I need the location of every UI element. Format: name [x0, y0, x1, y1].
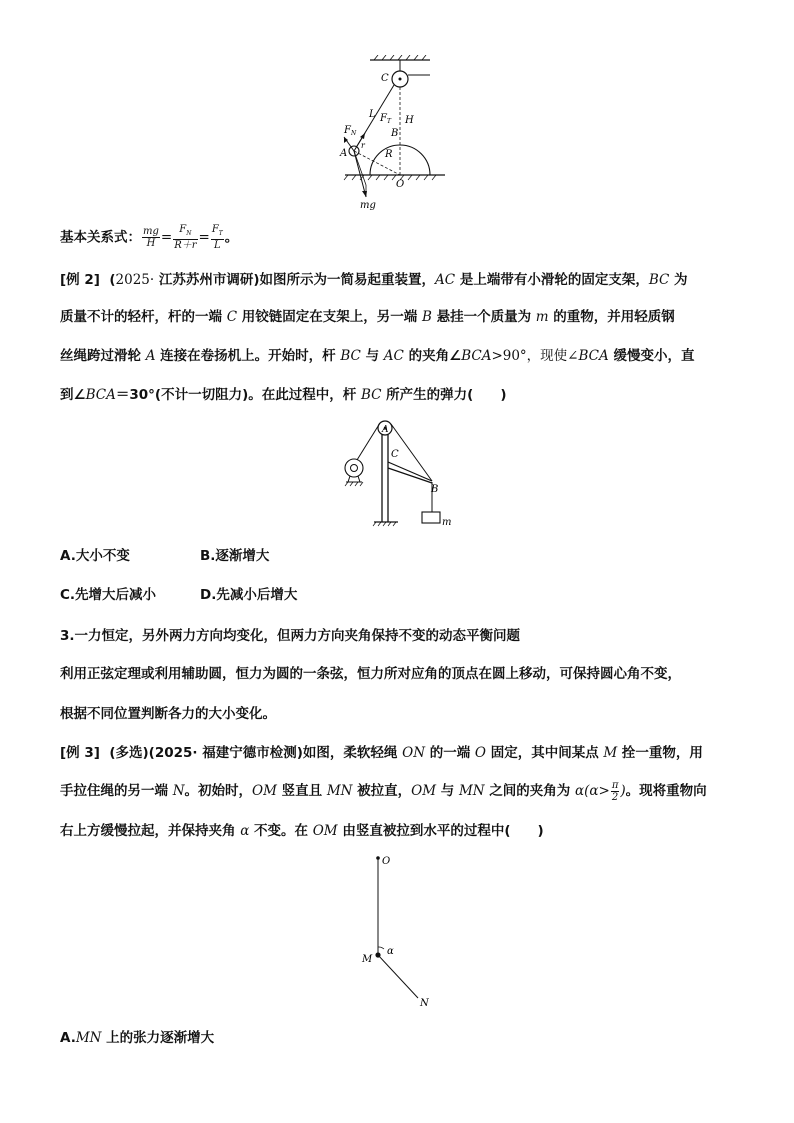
example2-line1: [例 2] (2025· 江苏苏州市调研)如图所示为一简易起重装置，AC 是上端带有小滑轮的固定支架，BC 为: [60, 272, 688, 288]
example3-line3: 右上方缓慢拉起，并保持夹角 α 不变。在 OM 由竖直被拉到水平的过程中( ): [60, 823, 544, 839]
label-FN: $F_N$: [344, 125, 357, 137]
basic-relation: 基本关系式： $\frac{mg}{H}$ = $\frac{F_N}{R+r}$ = $\frac{F_T}{L}$ 。: [60, 224, 239, 251]
example2-option-c[interactable]: C.先增大后减小: [60, 587, 157, 603]
label-FT: $F_T$: [380, 113, 391, 125]
example2-tag: [例 2]: [60, 272, 100, 288]
rope-label-M: M: [362, 954, 373, 965]
figure-rope-omn: [360, 850, 440, 1010]
example3-tag: [例 3]: [60, 745, 100, 761]
label-H: H: [405, 115, 414, 126]
rope-label-O: O: [382, 856, 391, 867]
rope-label-alpha: α: [387, 946, 394, 957]
example2-option-d[interactable]: D.先减小后增大: [200, 587, 298, 603]
label-R: R: [385, 149, 393, 160]
example2-line3: 丝绳跨过滑轮 A 连接在卷扬机上。开始时，杆 BC 与 AC 的夹角∠BCA>90°，现使∠BCA 缓慢变小，直: [60, 348, 695, 364]
example2-line2: 质量不计的轻杆，杆的一端 C 用铰链固定在支架上，另一端 B 悬挂一个质量为 m 的重物，并用轻质钢: [60, 309, 675, 325]
label-C: C: [381, 73, 389, 84]
example3-line2: 手拉住绳的另一端 N。初始时，OM 竖直且 MN 被拉直，OM 与 MN 之间的夹角为 α(α> $\frac{\pi}{2}$ )。现将重物向: [60, 779, 707, 803]
rope-label-N: N: [420, 998, 429, 1009]
figure-crane: [338, 418, 458, 530]
example2-option-a[interactable]: A.大小不变: [60, 548, 130, 564]
label-A: A: [340, 148, 348, 159]
section3-heading: 3.一力恒定，另外两力方向均变化，但两力方向夹角保持不变的动态平衡问题: [60, 628, 521, 644]
label-B: B: [391, 128, 399, 139]
example2-line4: 到∠BCA＝30°(不计一切阻力)。在此过程中，杆 BC 所产生的弹力( ): [60, 387, 507, 403]
example3-line1: [例 3] (多选)(2025· 福建宁德市检测)如图，柔软轻绳 ON 的一端 O 固定，其中间某点 M 拴一重物，用: [60, 745, 703, 761]
crane-label-B: B: [431, 484, 439, 495]
section3-para1: 利用正弦定理或利用辅助圆，恒力为圆的一条弦，恒力所对应角的顶点在圆上移动，可保持圆心角不变，: [60, 666, 681, 682]
fraction-FT: $\frac{F_T}{L}$: [211, 224, 223, 251]
fraction-mg-H: $\frac{mg}{H}$: [143, 226, 159, 249]
label-O: O: [396, 179, 405, 190]
crane-label-A: A: [382, 425, 389, 435]
label-r: r: [361, 141, 365, 150]
fraction-FN: $\frac{F_N}{R+r}$: [174, 224, 197, 251]
section3-para2: 根据不同位置判断各力的大小变化。: [60, 706, 276, 722]
example2-option-b[interactable]: B.逐渐增大: [200, 548, 270, 564]
fraction-pi-2: $\frac{\pi}{2}$: [611, 779, 619, 803]
figure-hemisphere-pulley: [330, 55, 460, 215]
label-L: L: [369, 109, 376, 120]
crane-label-C: C: [391, 449, 399, 460]
crane-label-m: m: [442, 517, 452, 528]
label-mg: mg: [360, 200, 376, 211]
example3-option-a[interactable]: A.MN 上的张力逐渐增大: [60, 1030, 215, 1046]
